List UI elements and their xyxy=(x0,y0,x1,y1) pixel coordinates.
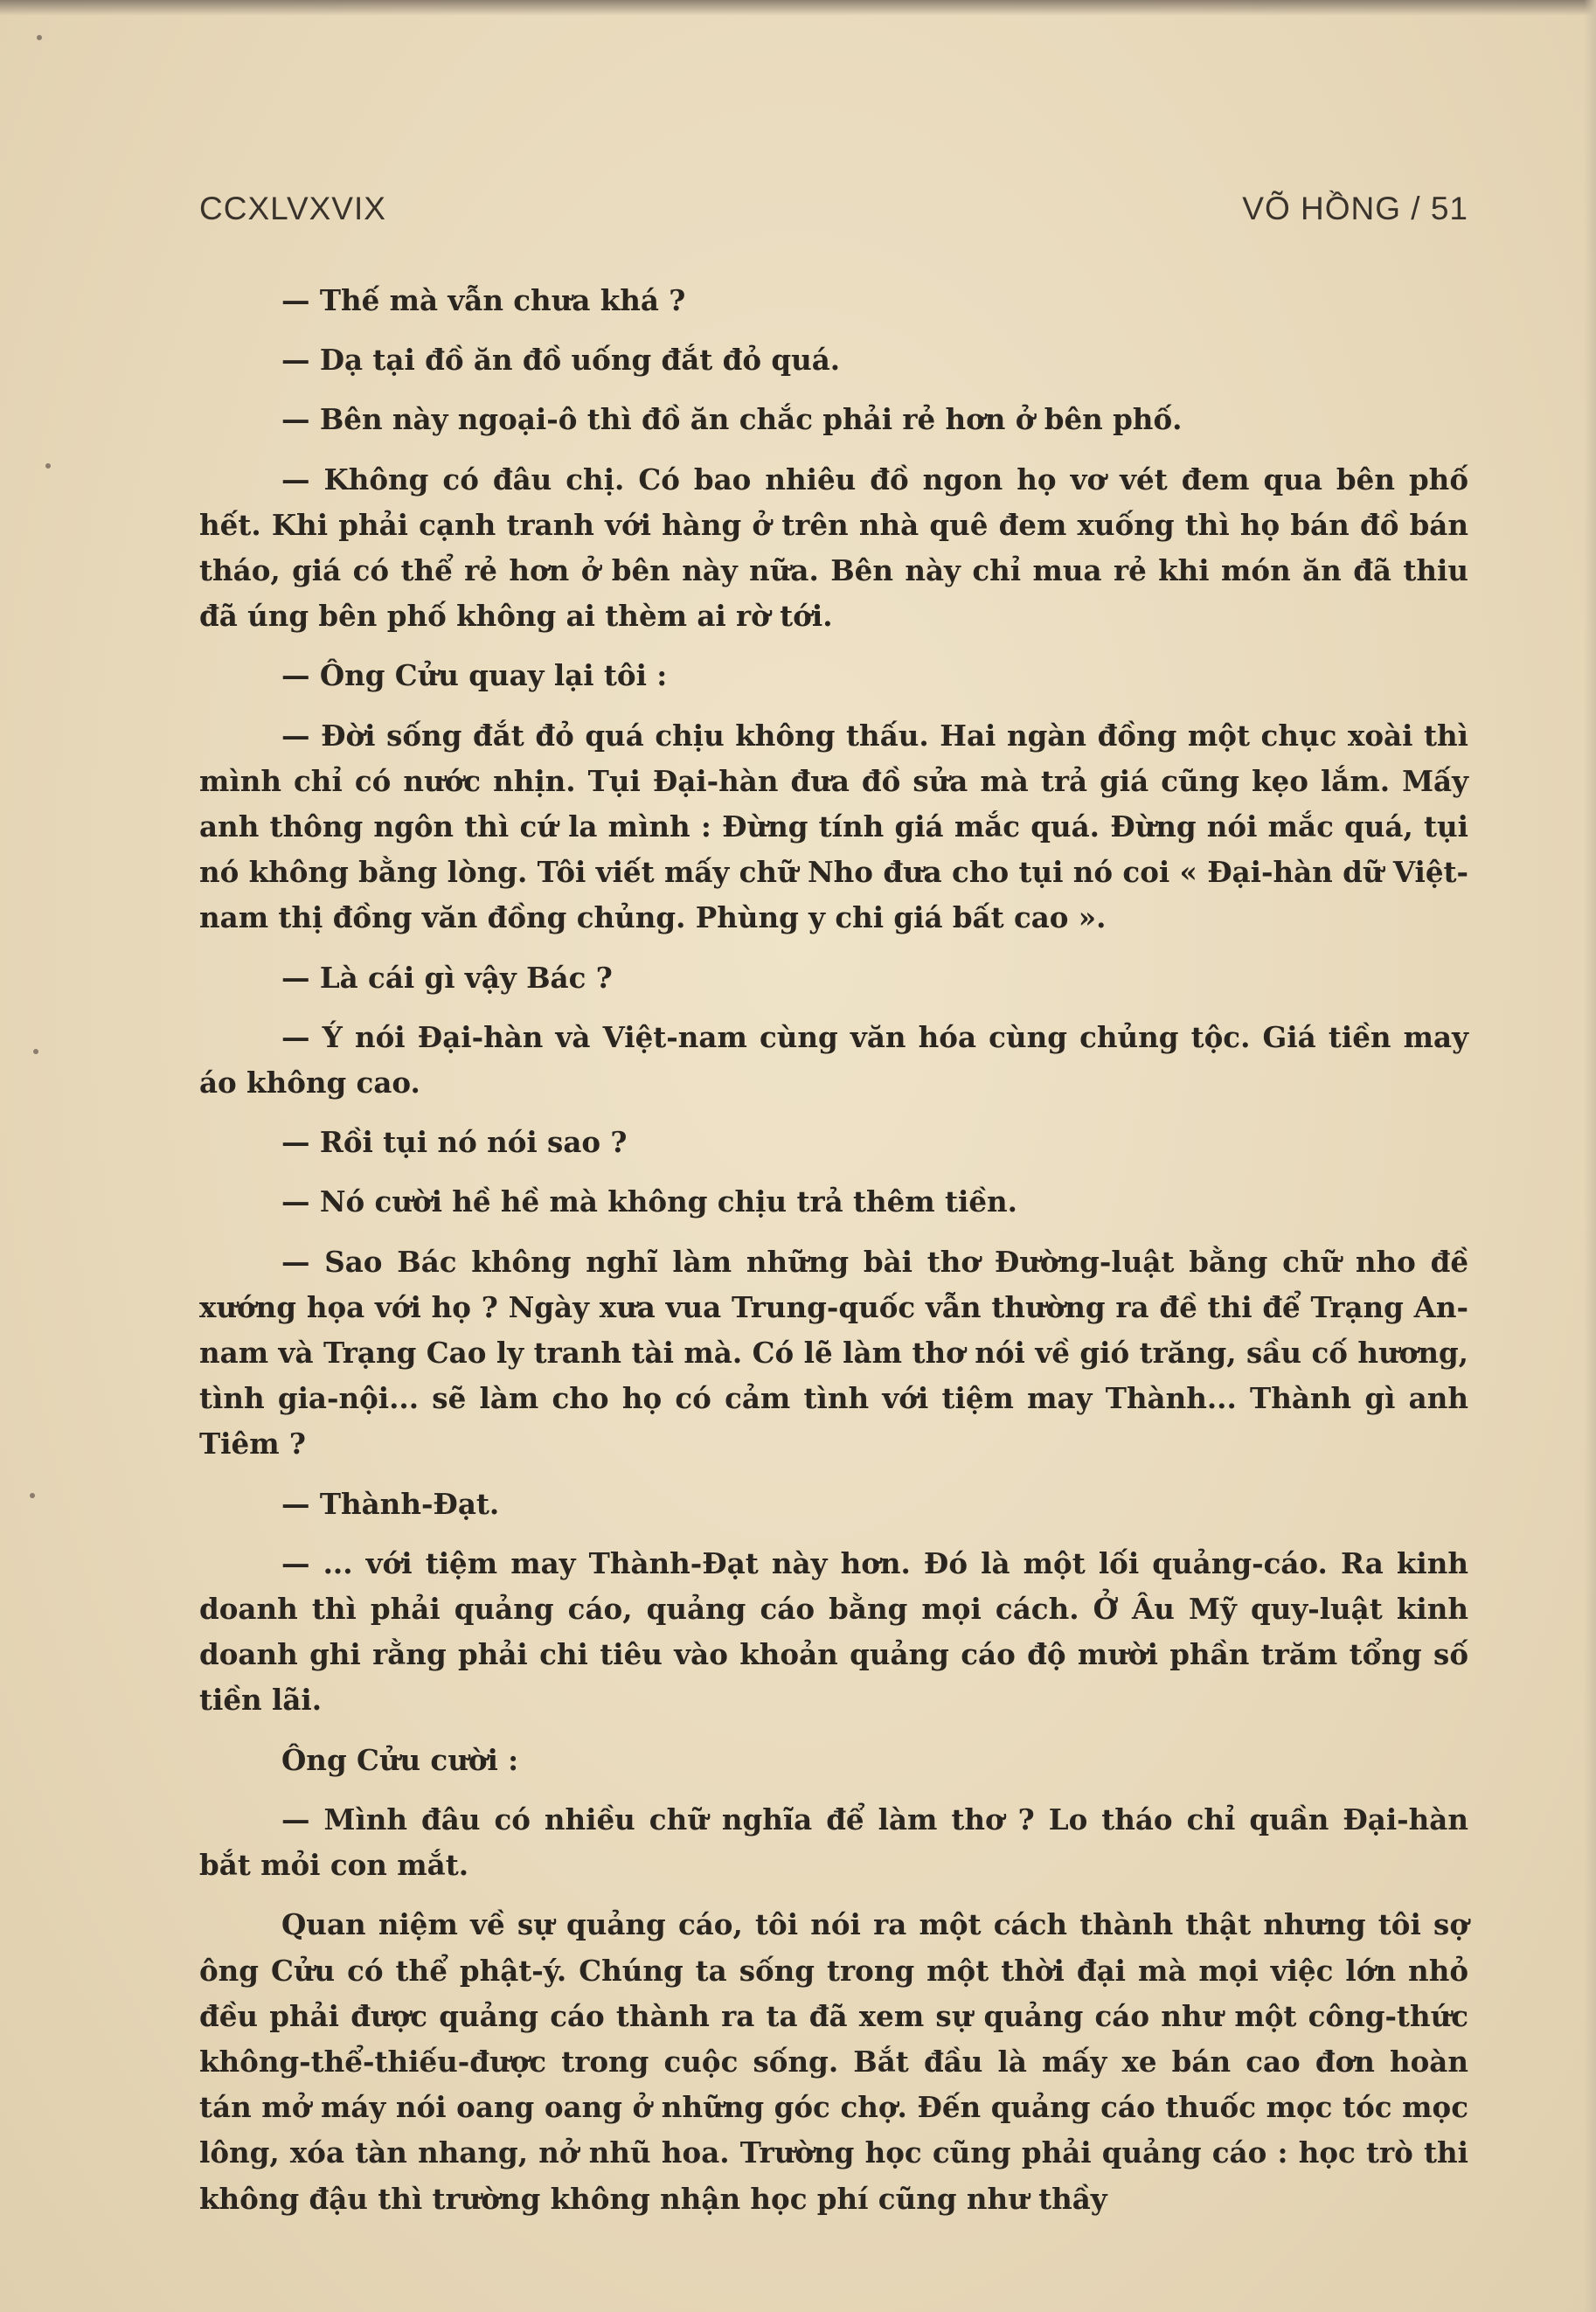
paragraph: — Không có đâu chị. Có bao nhiêu đồ ngon họ vơ vét đem qua bên phố hết. Khi phải cạnh tranh với hàng ở trên nhà quê đem xuống thì họ bán đồ bán tháo, giá có thể rẻ hơn ở bên này nữa. Bên này chỉ mua rẻ khi món ăn đã thiu đã úng bên phố không ai thèm ai rờ tới. xyxy=(199,462,1468,634)
top-edge-shadow xyxy=(0,0,1596,16)
paragraph: — Ý nói Đại-hàn và Việt-nam cùng văn hóa cùng chủng tộc. Giá tiền may áo không cao. xyxy=(199,1019,1468,1100)
paragraph: — Thế mà vẫn chưa khá ? xyxy=(281,283,686,317)
paper-speck xyxy=(33,1049,38,1054)
paragraph: — ... với tiệm may Thành-Đạt này hơn. Đó là một lối quảng-cáo. Ra kinh doanh thì phải quảng cáo, quảng cáo bằng mọi cách. Ở Âu Mỹ quy-luật kinh doanh ghi rằng phải chi tiêu vào khoản quảng cáo độ mười phần trăm tổng số tiền lãi. xyxy=(199,1545,1468,1718)
header-author-page: VÕ HỒNG / 51 xyxy=(1242,191,1468,226)
paragraph: Quan niệm về sự quảng cáo, tôi nói ra một cách thành thật nhưng tôi sợ ông Cửu có thể phật-ý. Chúng ta sống trong một thời đại mà mọi việc lớn nhỏ đều phải được quảng cáo thành ra ta đã xem sự quảng cáo như một công-thức không-thể-thiếu-được trong cuộc sống. Bắt đầu là mấy xe bán cao đơn hoàn tán mở máy nói oang oang ở những góc chợ. Đến quảng cáo thuốc mọc tóc mọc lông, xóa tàn nhang, nở nhũ hoa. Trường học cũng phải quảng cáo : học trò thi không đậu thì trường không nhận học phí cũng như thầy xyxy=(199,1907,1468,2216)
body-text xyxy=(199,278,1468,2236)
paper-speck xyxy=(30,1493,35,1498)
right-edge-shadow xyxy=(1584,0,1596,2312)
paragraph: — Nó cười hề hề mà không chịu trả thêm tiền. xyxy=(281,1184,1017,1219)
paragraph: — Sao Bác không nghĩ làm những bài thơ Đường-luật bằng chữ nho đề xướng họa với họ ? Ngày xưa vua Trung-quốc vẫn thường ra đề thi để Trạng An-nam và Trạng Cao ly tranh tài mà. Có lẽ làm thơ nói về gió trăng, sầu cố hương, tình gia-nội... sẽ làm cho họ có cảm tình với tiệm may Thành... Thành gì anh Tiêm ? xyxy=(199,1244,1468,1461)
paragraph: — Là cái gì vậy Bác ? xyxy=(281,960,613,995)
paragraph: — Đời sống đắt đỏ quá chịu không thấu. Hai ngàn đồng một chục xoài thì mình chỉ có nước nhịn. Tụi Đại-hàn đưa đồ sửa mà trả giá cũng kẹo lắm. Mấy anh thông ngôn thì cứ la mình : Đừng tính giá mắc quá. Đừng nói mắc quá, tụi nó không bằng lòng. Tôi viết mấy chữ Nho đưa cho tụi nó coi « Đại-hàn dữ Việt-nam thị đồng văn đồng chủng. Phùng y chi giá bất cao ». xyxy=(199,718,1468,935)
paragraph: Ông Cửu cười : xyxy=(281,1742,519,1777)
paper-speck xyxy=(45,463,51,469)
paragraph: — Rồi tụi nó nói sao ? xyxy=(281,1125,628,1160)
paragraph: — Mình đâu có nhiều chữ nghĩa để làm thơ ? Lo tháo chỉ quần Đại-hàn bắt mỏi con mắt. xyxy=(199,1802,1468,1883)
paper-speck xyxy=(37,35,42,40)
paragraph: — Bên này ngoại-ô thì đồ ăn chắc phải rẻ hơn ở bên phố. xyxy=(281,402,1183,437)
header-chapter: CCXLVXVIX xyxy=(199,191,386,226)
paragraph: — Dạ tại đồ ăn đồ uống đắt đỏ quá. xyxy=(281,343,841,378)
paragraph: — Thành-Đạt. xyxy=(281,1486,500,1521)
paragraph: — Ông Cửu quay lại tôi : xyxy=(281,658,668,693)
page-header xyxy=(199,191,1468,234)
